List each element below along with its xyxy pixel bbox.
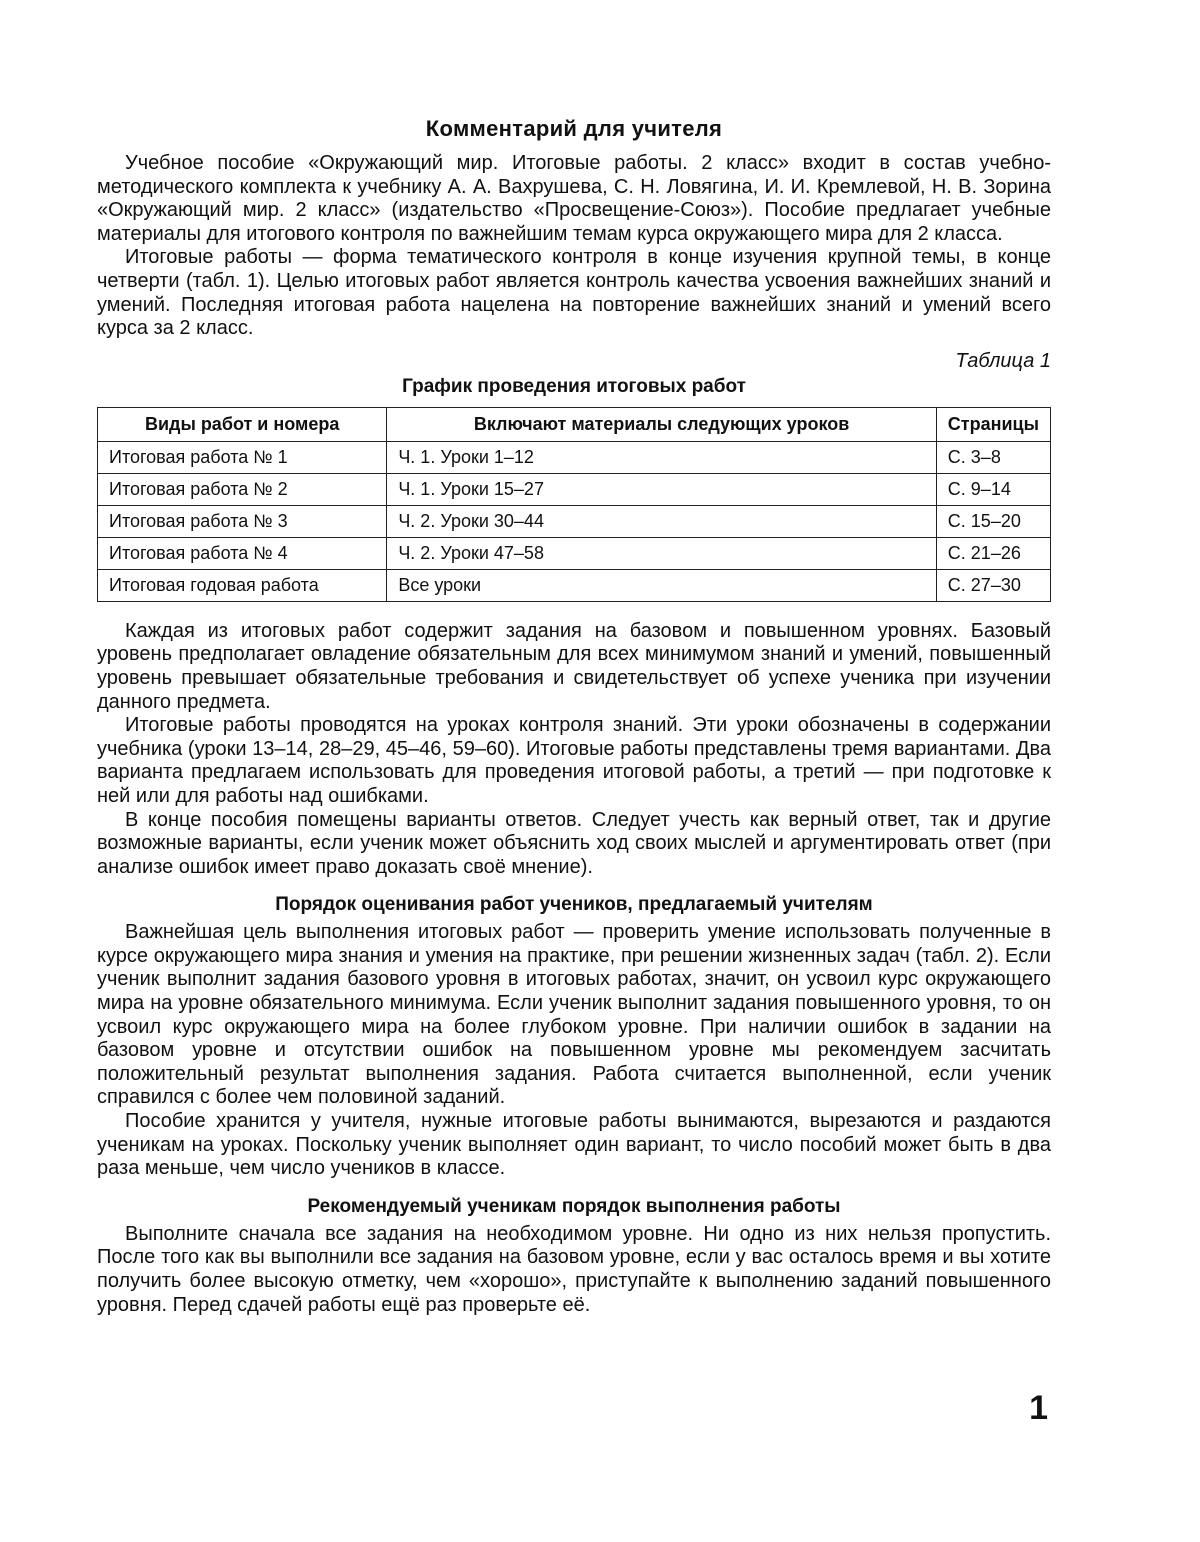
intro-paragraph: Учебное пособие «Окружающий мир. Итоговые работы. 2 класс» входит в состав учебно-методического комплекта к учебнику А. А. Вахрушева, С. Н. Ловягина, И. И. Кремлевой, Н. В. Зорина «Окружающий мир. 2 класс» (издательство «Просвещение-Союз»). Пособие предлагает учебные материалы для итогового контроля по важнейшим темам курса окружающего мира для 2 класса. (97, 152, 1051, 245)
table-cell: С. 9–14 (936, 473, 1050, 505)
procedure-paragraph: Выполните сначала все задания на необходимом уровне. Ни одно из них нельзя пропустить. После того как вы выполнили все задания на базовом уровне, если у вас осталось время и вы хотите получить более высокую отметку, чем «хорошо», приступайте к выполнению заданий повышенного уровня. Перед сдачей работы ещё раз проверьте её. (97, 1222, 1051, 1316)
table-row (98, 473, 1051, 505)
table-cell: С. 27–30 (936, 569, 1050, 601)
table-row (98, 569, 1051, 601)
schedule-table (97, 407, 1051, 602)
intro-paragraph: Итоговые работы — форма тематического контроля в конце изучения крупной темы, в конце четверти (табл. 1). Целью итоговых работ является контроль качества усвоения важнейших знаний и умений. Последняя итоговая работа нацелена на повторение важнейших знаний и умений всего курса за 2 класс. (97, 246, 1051, 340)
document-page (97, 112, 1051, 1317)
table-caption: Таблица 1 (955, 349, 1051, 372)
table-cell: С. 21–26 (936, 537, 1050, 569)
procedure-section-title: Рекомендуемый ученикам порядок выполнения работы (307, 1195, 841, 1217)
table-cell: Итоговая работа № 1 (98, 441, 387, 473)
body-paragraph: В конце пособия помещены варианты ответов. Следует учесть как верный ответ, так и другие возможные варианты, если ученик может объяснить ход своих мыслей и аргументировать ответ (при анализе ошибок имеет право доказать своё мнение). (97, 808, 1051, 878)
table-cell: С. 15–20 (936, 505, 1050, 537)
table-cell: Итоговая работа № 4 (98, 537, 387, 569)
table-cell: Ч. 1. Уроки 1–12 (387, 441, 936, 473)
table-cell: Итоговая работа № 2 (98, 473, 387, 505)
table-header-cell: Страницы (936, 407, 1050, 441)
table-cell: Все уроки (387, 569, 936, 601)
table-cell: Ч. 2. Уроки 47–58 (387, 537, 936, 569)
grading-paragraph: Пособие хранится у учителя, нужные итоговые работы вынимаются, вырезаются и раздаются ученикам на уроках. Поскольку ученик выполняет один вариант, то число пособий может быть в два раза меньше, чем число учеников в классе. (97, 1110, 1051, 1180)
body-paragraph: Каждая из итоговых работ содержит задания на базовом и повышенном уровнях. Базовый уровень предполагает овладение обязательным для всех минимумом знаний и умений, повышенный уровень превышает обязательные требования и свидетельствует об успехе ученика при изучении данного предмета. (97, 619, 1051, 713)
table-cell: Итоговая годовая работа (98, 569, 387, 601)
table-row (98, 441, 1051, 473)
table-header-cell: Включают материалы следующих уроков (387, 407, 936, 441)
grading-paragraph: Важнейшая цель выполнения итоговых работ — проверить умение использовать полученные в курсе окружающего мира знания и умения на практике, при решении жизненных задач (табл. 2). Если ученик выполнит задания базового уровня в итоговых работах, значит, он усвоил курс окружающего мира на уровне обязательного минимума. Если ученик выполнит задания повышенного уровня, то он усвоил курс окружающего мира на более глубоком уровне. При наличии ошибок в задании на базовом уровне и отсутствии ошибок на повышенном уровне мы рекомендуем засчитать положительный результат выполнения задания. Работа считается выполненной, если ученик справился с более чем половиной заданий. (97, 921, 1051, 1109)
table-row (98, 537, 1051, 569)
table-header-cell: Виды работ и номера (98, 407, 387, 441)
page-title: Комментарий для учителя (425, 116, 723, 141)
table-row (98, 505, 1051, 537)
table-cell: Итоговая работа № 3 (98, 505, 387, 537)
table-cell: Ч. 1. Уроки 15–27 (387, 473, 936, 505)
table-cell: Ч. 2. Уроки 30–44 (387, 505, 936, 537)
grading-section-title: Порядок оценивания работ учеников, предлагаемый учителям (275, 894, 873, 916)
table-title: График проведения итоговых работ (402, 375, 746, 397)
table-header-row (98, 407, 1051, 441)
page-number: 1 (1029, 1389, 1048, 1427)
body-paragraph: Итоговые работы проводятся на уроках контроля знаний. Эти уроки обозначены в содержании учебника (уроки 13–14, 28–29, 45–46, 59–60). Итоговые работы представлены тремя вариантами. Два варианта предлагаем использовать для проведения итоговой работы, а третий — при подготовке к ней или для работы над ошибками. (97, 714, 1051, 807)
table-cell: С. 3–8 (936, 441, 1050, 473)
